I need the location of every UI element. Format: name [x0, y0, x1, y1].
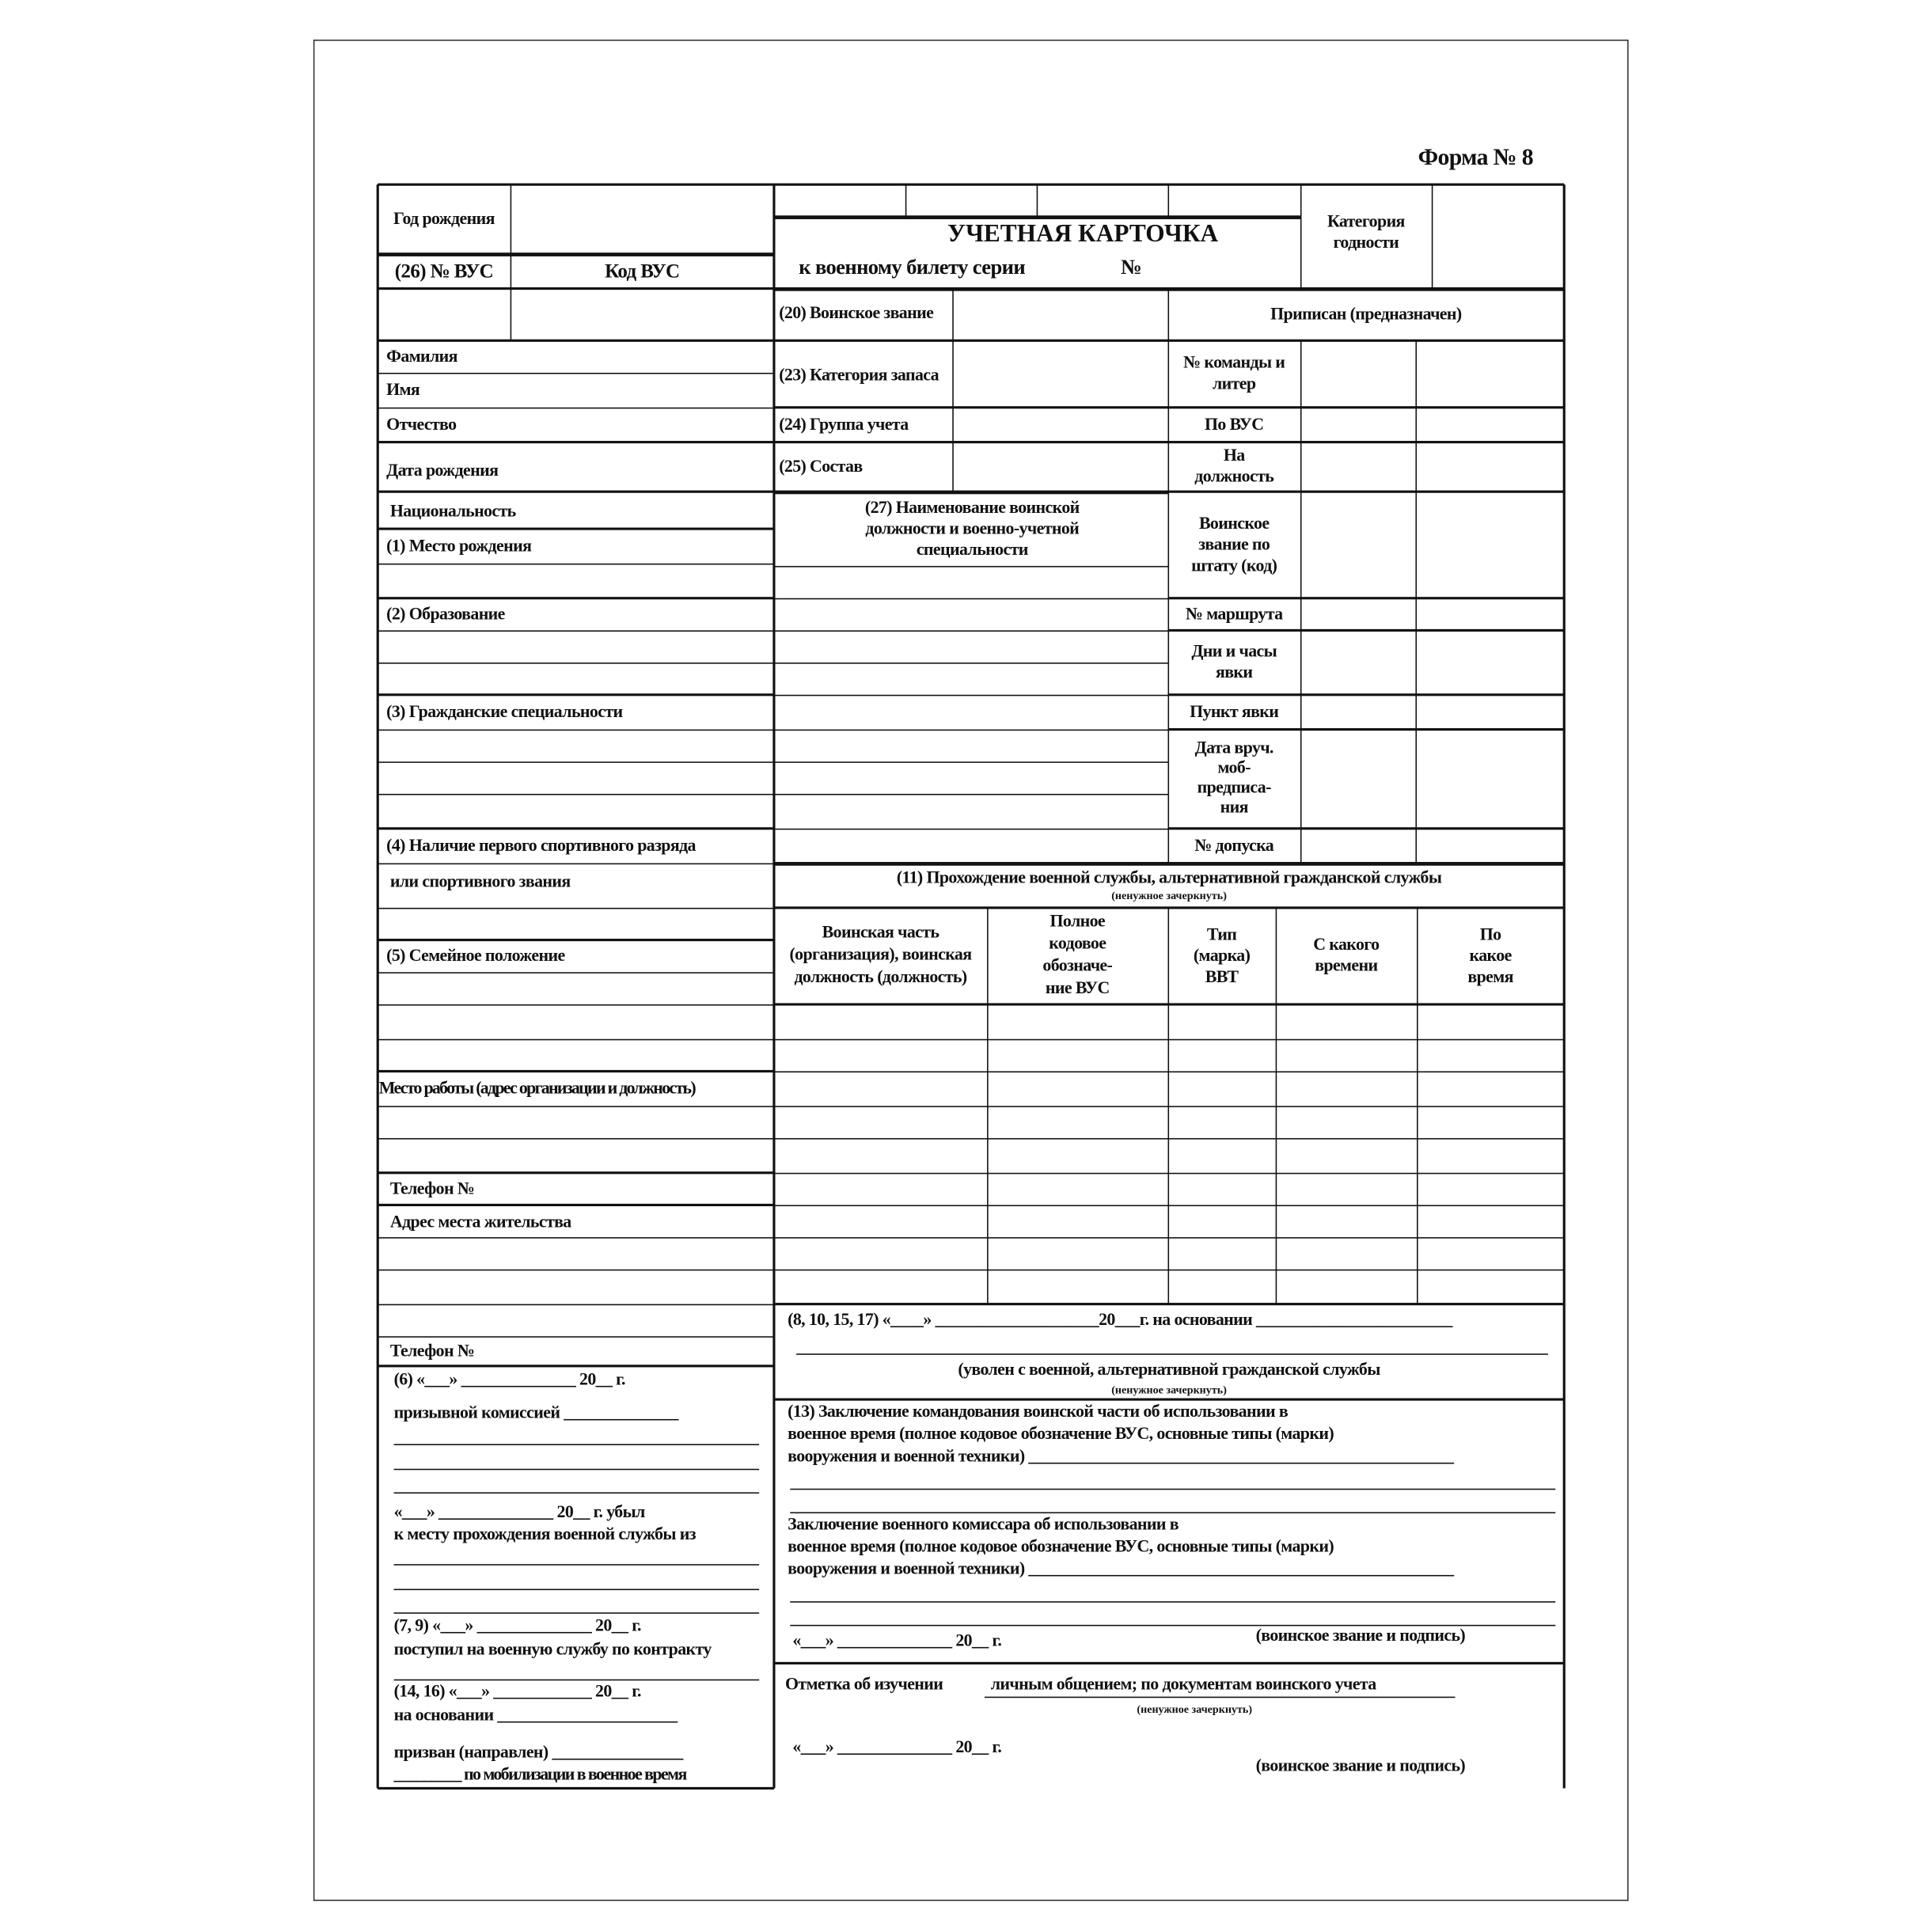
- grid-line: [774, 694, 1168, 696]
- grid-line: [378, 1269, 774, 1270]
- grid-line: [378, 793, 774, 795]
- grid-line: [394, 1563, 760, 1565]
- fitness-category-label: Категория годности: [1327, 213, 1405, 253]
- composition-label: (25) Состав: [779, 457, 863, 476]
- command-conclusion-2: военное время (полное кодовое обозначение ВУС, основные типы (марки): [788, 1425, 1334, 1444]
- grid-line: [774, 1105, 1564, 1106]
- grid-line: [985, 1696, 1456, 1698]
- point-label: Пункт явки: [1190, 702, 1279, 722]
- grid-line: [1167, 184, 1169, 217]
- sport-rank-label: (4) Наличие первого спортивного разряда: [386, 836, 696, 856]
- study-date: «___» ______________ 20__ г.: [792, 1738, 1002, 1758]
- birth-year-label: Год рождения: [393, 210, 495, 229]
- clearance-label: № допуска: [1194, 836, 1274, 856]
- grid-line: [378, 761, 774, 763]
- grid-line: [774, 1303, 1564, 1305]
- vus-code-label: Код ВУС: [605, 260, 680, 282]
- team-label: № команды и литер: [1183, 354, 1285, 394]
- grid-line: [774, 1038, 1564, 1040]
- grid-line: [774, 662, 1168, 663]
- rank-label: (20) Воинское звание: [779, 304, 934, 324]
- command-conclusion-1: (13) Заключение командования воинской части об использовании в: [788, 1403, 1289, 1422]
- grid-line: [774, 1662, 1564, 1664]
- basis-label: на основании ______________________: [393, 1706, 678, 1725]
- study-label: Отметка об изучении: [785, 1676, 943, 1695]
- grid-line: [394, 1492, 760, 1494]
- grid-line: [790, 1624, 1555, 1626]
- sport-title-label: или спортивного звания: [389, 872, 571, 891]
- strike-note-3: (ненужное зачеркнуть): [1137, 1702, 1253, 1716]
- grid-line: [796, 1353, 1548, 1354]
- marital-status-label: (5) Семейное положение: [386, 947, 565, 966]
- dismissed-label: (уволен с военной, альтернативной гражданской службы: [958, 1360, 1380, 1380]
- grid-line: [774, 828, 1168, 829]
- card-title: УЧЕТНАЯ КАРТОЧКА: [947, 220, 1219, 248]
- conclusion-date: «___» ______________ 20__ г.: [792, 1632, 1002, 1651]
- to-service-place: к месту прохождения военной службы из: [393, 1525, 696, 1545]
- card-subtitle: к военному билету серии: [799, 255, 1026, 279]
- contract-date: (7, 9) «___» ______________ 20__ г.: [393, 1617, 641, 1636]
- grid-line: [774, 1399, 1564, 1401]
- grid-line: [790, 1488, 1555, 1490]
- education-label: (2) Образование: [386, 605, 505, 624]
- grid-line: [774, 630, 1168, 632]
- grid-line: [790, 1600, 1555, 1602]
- grid-line: [378, 1787, 774, 1789]
- grid-line: [774, 729, 1168, 731]
- vus-number-label: (26) № ВУС: [394, 260, 494, 282]
- call-up-commission: призывной комиссией ______________: [393, 1404, 678, 1423]
- grid-line: [378, 907, 774, 909]
- strike-note: (ненужное зачеркнуть): [1111, 889, 1227, 902]
- workplace-label: Место работы (адрес организации и должность): [378, 1079, 695, 1099]
- grid-line: [905, 184, 906, 217]
- service-title: (11) Прохождение военной службы, альтернативной гражданской службы: [896, 868, 1442, 888]
- signature-label: (воинское звание и подпись): [1255, 1627, 1466, 1646]
- discharge-date: (8, 10, 15, 17) «____» ____________________20___г. на основании ________________________: [788, 1311, 1452, 1330]
- grid-line: [774, 184, 1564, 186]
- contract-service: поступил на военную службу по контракту: [393, 1641, 712, 1660]
- grid-line: [378, 662, 774, 663]
- grid-line: [394, 1468, 760, 1470]
- grid-line: [1415, 340, 1417, 863]
- grid-line: [774, 1137, 1564, 1139]
- grid-line: [378, 1137, 774, 1139]
- called-label: призван (направлен) ________________: [393, 1744, 683, 1763]
- grid-line: [378, 1038, 774, 1040]
- grid-line: [394, 1611, 760, 1613]
- command-conclusion-3: вооружения и военной техники) ____________________________________________________: [788, 1448, 1454, 1467]
- mob-date-label: Дата вруч. моб-предписа-ния: [1194, 739, 1273, 818]
- grid-line: [774, 1172, 1564, 1174]
- phone-label-2: Телефон №: [389, 1342, 475, 1361]
- grid-line: [774, 793, 1168, 795]
- grid-line: [774, 1269, 1564, 1270]
- position-name-label: (27) Наименование воинской должности и военно-учетной специальности: [864, 498, 1080, 560]
- position-label: На должность: [1194, 446, 1274, 487]
- departed-date: «___» ______________ 20__ г. убыл: [393, 1503, 645, 1523]
- col-vus-code: Полное кодовое обозначе-ние ВУС: [1042, 913, 1113, 999]
- surname-label: Фамилия: [386, 347, 457, 366]
- days-hours-label: Дни и часы явки: [1191, 643, 1277, 683]
- civil-specialties-label: (3) Гражданские специальности: [386, 702, 623, 722]
- grid-line: [774, 761, 1168, 763]
- study-options: личным общением; по документам воинского учета: [990, 1676, 1376, 1695]
- form-number: Форма № 8: [1418, 145, 1533, 171]
- grid-line: [1036, 184, 1038, 217]
- staff-rank-label: Воинское звание по штату (код): [1191, 514, 1277, 575]
- col-unit: Воинская часть (организация), воинская должность (должность): [789, 924, 972, 988]
- route-label: № маршрута: [1185, 605, 1283, 624]
- grid-line: [790, 1512, 1555, 1513]
- address-label: Адрес места жительства: [389, 1213, 571, 1232]
- call-up-date: (6) «___» ______________ 20__ г.: [393, 1371, 625, 1390]
- grid-line: [774, 1071, 1564, 1072]
- basis-date: (14, 16) «___» ____________ 20__ г.: [393, 1683, 641, 1702]
- birth-date-label: Дата рождения: [386, 461, 499, 480]
- nationality-label: Национальность: [389, 503, 516, 522]
- grid-line: [378, 1304, 774, 1305]
- col-from: С какого времени: [1313, 936, 1380, 976]
- grid-line: [774, 1205, 1564, 1206]
- grid-line: [774, 214, 1300, 218]
- assigned-label: Приписан (предназначен): [1270, 305, 1462, 325]
- grid-line: [378, 1004, 774, 1005]
- by-vus-label: По ВУС: [1204, 415, 1264, 435]
- grid-line: [394, 1679, 760, 1680]
- name-label: Имя: [386, 381, 420, 400]
- commissar-conclusion-2: военное время (полное кодовое обозначение ВУС, основные типы (марки): [788, 1538, 1334, 1557]
- reserve-category-label: (23) Категория запаса: [779, 366, 939, 385]
- record-group-label: (24) Группа учета: [779, 415, 909, 435]
- patronymic-label: Отчество: [386, 415, 457, 435]
- grid-line: [774, 598, 1168, 599]
- phone-label: Телефон №: [389, 1179, 475, 1198]
- birth-place-label: (1) Место рождения: [386, 537, 532, 556]
- commissar-conclusion-1: Заключение военного комиссара об использовании в: [788, 1516, 1179, 1535]
- grid-line: [394, 1444, 760, 1445]
- col-equipment: Тип (марка) ВВТ: [1193, 925, 1251, 987]
- col-to: По какое время: [1467, 925, 1513, 987]
- number-sign: №: [1121, 255, 1142, 279]
- strike-note-2: (ненужное зачеркнуть): [1111, 1383, 1227, 1396]
- grid-line: [394, 1588, 760, 1590]
- signature-label-2: (воинское звание и подпись): [1255, 1757, 1466, 1776]
- mobilization-label: _________ по мобилизации в военное время: [393, 1766, 686, 1785]
- grid-line: [774, 1236, 1564, 1238]
- commissar-conclusion-3: вооружения и военной техники) ____________________________________________________: [788, 1560, 1454, 1579]
